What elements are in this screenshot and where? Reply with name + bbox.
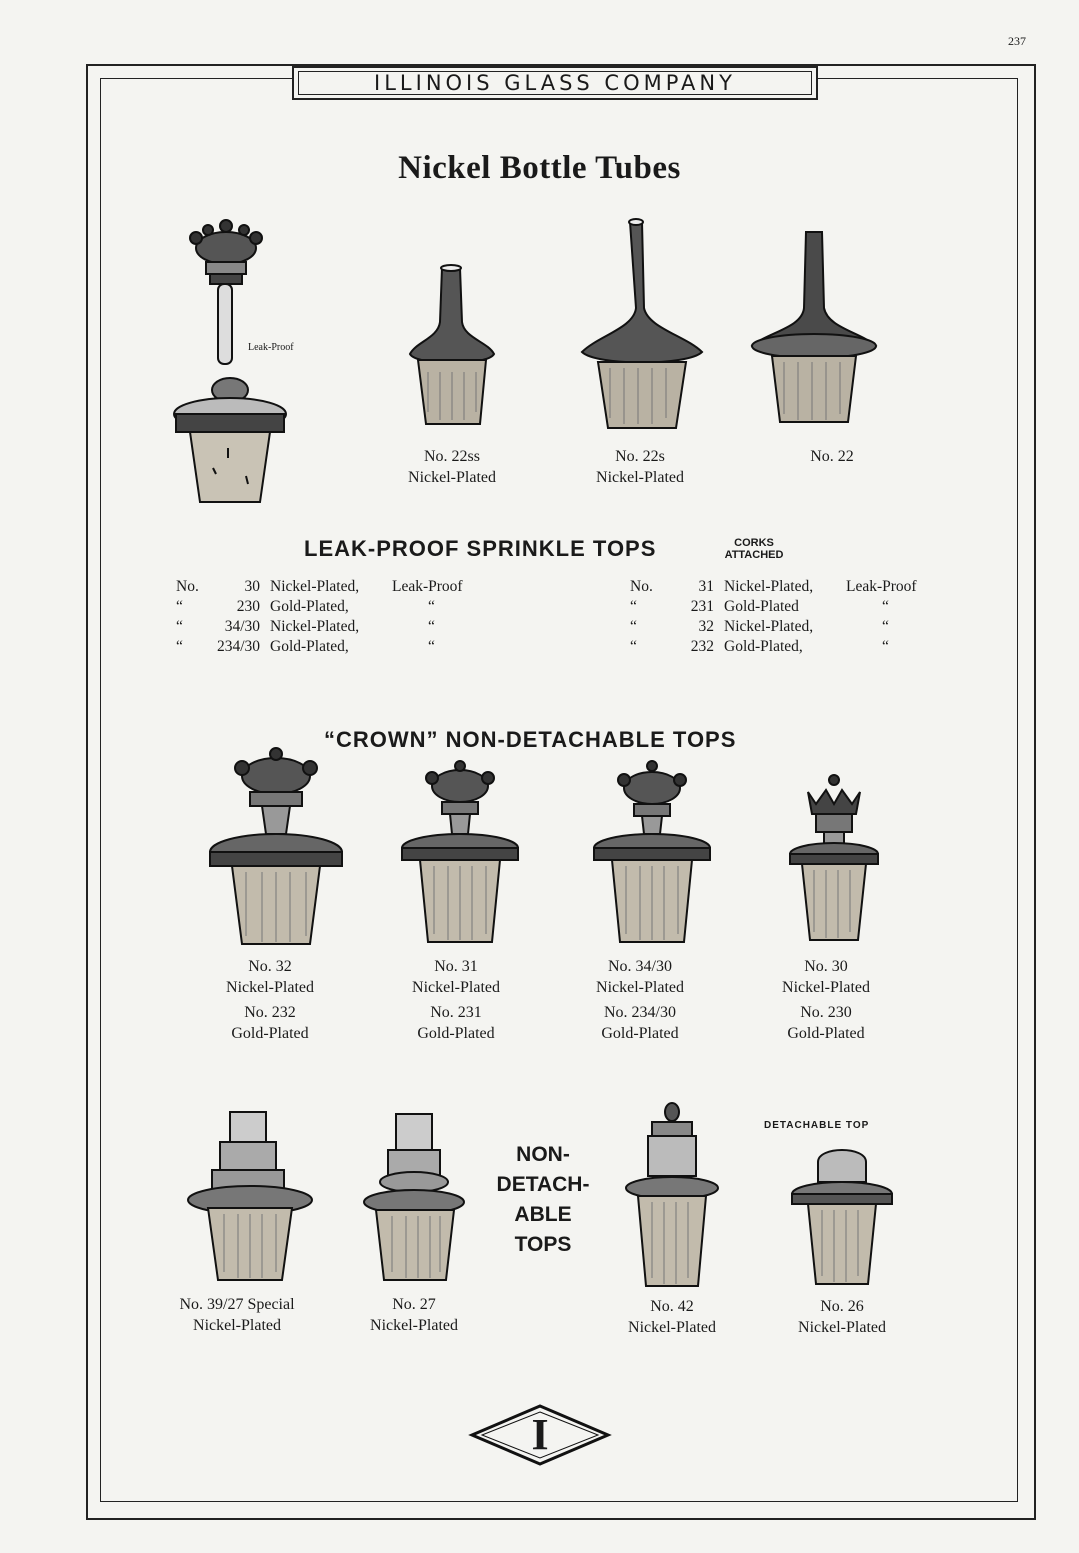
price-list-row	[176, 638, 522, 658]
item-finish: Nickel-Plated	[412, 979, 500, 996]
item-number: No. 22ss	[423, 448, 480, 465]
row-desc: Gold-Plated,	[270, 598, 349, 615]
row-no: “	[176, 618, 183, 635]
corks-attached-note	[706, 537, 802, 561]
item-finish: Gold-Plated	[787, 1025, 865, 1042]
item-finish: Nickel-Plated	[596, 469, 684, 486]
sprinkle-list-left	[176, 578, 522, 658]
row-note: Leak-Proof	[846, 578, 917, 595]
top-42-illustration	[622, 1102, 722, 1290]
row-no: “	[630, 638, 637, 655]
row-desc: Nickel-Plated,	[724, 578, 814, 595]
row-note: Leak-Proof	[392, 578, 463, 595]
item-number: No. 39/27 Special	[179, 1296, 295, 1313]
item-number: No. 230	[800, 1004, 852, 1021]
item-finish: Nickel-Plated	[782, 979, 870, 996]
item-finish: Gold-Plated	[601, 1025, 679, 1042]
leak-proof-label: Leak-Proof	[248, 342, 294, 353]
company-name: ILLINOIS GLASS COMPANY	[374, 71, 736, 95]
item-number: No. 42	[650, 1298, 694, 1315]
row-note: “	[428, 638, 435, 655]
row-no: No.	[630, 578, 653, 595]
top-27-caption	[354, 1294, 474, 1336]
row-num: 31	[698, 578, 714, 595]
top-42-caption	[612, 1296, 732, 1338]
crown-31-caption	[396, 956, 516, 1044]
tube-22-illustration	[748, 228, 880, 428]
tube-22s-caption	[580, 446, 700, 488]
row-desc: Nickel-Plated,	[270, 618, 360, 635]
company-header	[292, 66, 818, 100]
crown-30-caption	[766, 956, 886, 1044]
top-27-illustration	[360, 1110, 472, 1286]
row-no: “	[630, 598, 637, 615]
price-list-row	[630, 578, 976, 598]
row-no: “	[176, 598, 183, 615]
item-number: No. 27	[392, 1296, 436, 1313]
price-list-row	[176, 578, 522, 598]
row-note: “	[882, 598, 889, 615]
crown-top-31-illustration	[400, 760, 520, 946]
label-line: DETACH-	[496, 1173, 590, 1196]
row-note: “	[882, 618, 889, 635]
item-number: No. 22s	[615, 448, 665, 465]
leak-proof-tube-illustration	[168, 218, 298, 508]
row-note: “	[428, 598, 435, 615]
row-desc: Gold-Plated,	[724, 638, 803, 655]
item-number: No. 232	[244, 1004, 296, 1021]
item-number: No. 30	[804, 958, 848, 975]
crown-heading: “CROWN” NON-DETACHABLE TOPS	[324, 727, 737, 752]
price-list-row	[630, 618, 976, 638]
label-line: ABLE	[514, 1203, 572, 1226]
item-number: No. 234/30	[604, 1004, 676, 1021]
price-list-row	[176, 598, 522, 618]
row-num: 230	[236, 598, 260, 615]
row-no: No.	[176, 578, 199, 595]
sprinkle-heading: LEAK-PROOF SPRINKLE TOPS	[304, 536, 657, 561]
item-finish: Nickel-Plated	[596, 979, 684, 996]
tube-22-caption	[772, 446, 892, 467]
row-desc: Nickel-Plated,	[270, 578, 360, 595]
label-line: NON-	[516, 1143, 570, 1166]
top-26-illustration	[788, 1142, 896, 1288]
top-26-caption	[782, 1296, 902, 1338]
row-note: “	[428, 618, 435, 635]
crown-top-30-illustration	[786, 774, 882, 944]
item-number: No. 26	[820, 1298, 864, 1315]
row-note: “	[882, 638, 889, 655]
non-detachable-tops-label	[468, 1140, 618, 1260]
label-line: TOPS	[514, 1233, 572, 1256]
footer-logo-letter: I	[531, 1410, 549, 1459]
row-num: 30	[244, 578, 260, 595]
item-number: No. 31	[434, 958, 478, 975]
row-no: “	[176, 638, 183, 655]
item-finish: Gold-Plated	[231, 1025, 309, 1042]
item-number: No. 22	[810, 448, 854, 465]
row-num: 234/30	[216, 638, 260, 655]
page-title: Nickel Bottle Tubes	[398, 150, 681, 186]
item-finish: Nickel-Plated	[628, 1319, 716, 1336]
crown-top-32-illustration	[206, 748, 346, 948]
price-list-row	[630, 638, 976, 658]
top-39-27-caption	[162, 1294, 312, 1336]
sprinkle-list-right	[630, 578, 976, 658]
item-number: No. 231	[430, 1004, 482, 1021]
item-finish: Nickel-Plated	[408, 469, 496, 486]
row-no: “	[630, 618, 637, 635]
item-finish: Nickel-Plated	[193, 1317, 281, 1334]
row-num: 32	[698, 618, 714, 635]
attached-line: ATTACHED	[724, 549, 784, 561]
item-number: No. 34/30	[608, 958, 672, 975]
price-list-row	[630, 598, 976, 618]
crown-32-caption	[210, 956, 330, 1044]
item-finish: Nickel-Plated	[798, 1319, 886, 1336]
item-finish: Gold-Plated	[417, 1025, 495, 1042]
top-39-27-special-illustration	[184, 1108, 316, 1284]
row-num: 231	[690, 598, 714, 615]
page-number: 237	[1008, 34, 1026, 48]
row-desc: Gold-Plated	[724, 598, 799, 615]
tube-22s-illustration	[578, 218, 706, 432]
row-desc: Gold-Plated,	[270, 638, 349, 655]
tube-22ss-illustration	[404, 262, 500, 430]
corks-line: CORKS	[734, 537, 774, 549]
price-list-row	[176, 618, 522, 638]
crown-34-30-caption	[580, 956, 700, 1044]
item-number: No. 32	[248, 958, 292, 975]
crown-top-34-30-illustration	[592, 760, 712, 946]
tube-22ss-caption	[392, 446, 512, 488]
item-finish: Nickel-Plated	[226, 979, 314, 996]
row-num: 232	[690, 638, 714, 655]
item-finish: Nickel-Plated	[370, 1317, 458, 1334]
row-desc: Nickel-Plated,	[724, 618, 814, 635]
row-num: 34/30	[224, 618, 260, 635]
detachable-top-label: DETACHABLE TOP	[764, 1120, 870, 1131]
